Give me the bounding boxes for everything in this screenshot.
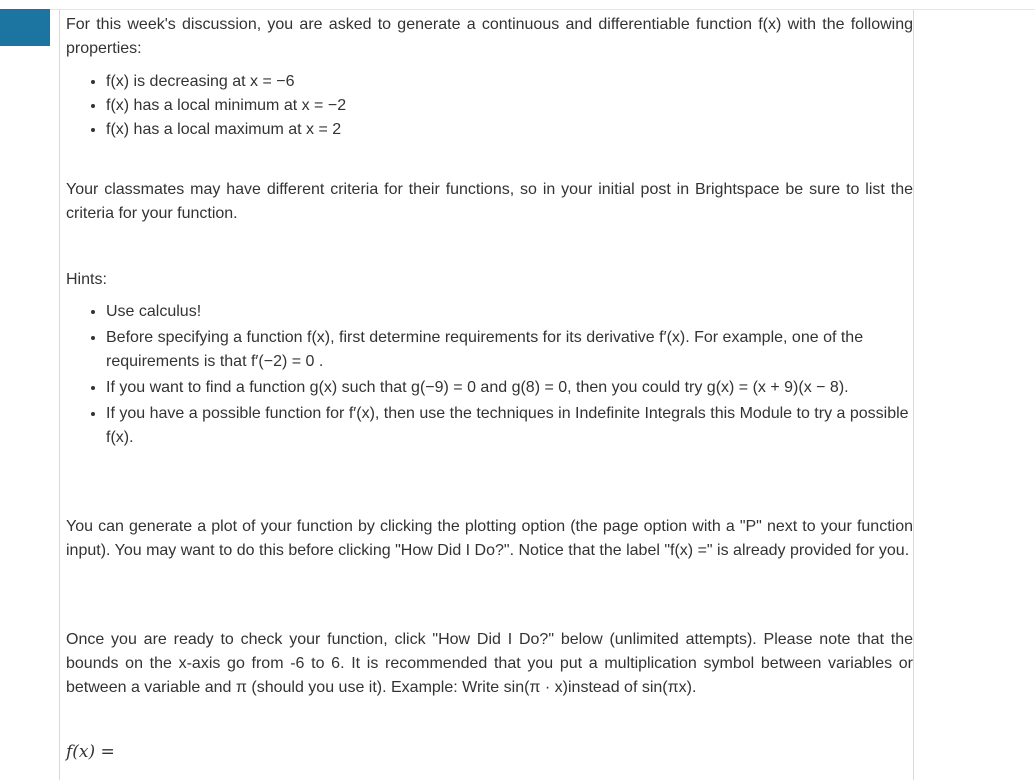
hint-item: • Use calculus! (106, 300, 913, 324)
criteria-text: Your classmates may have different criteria for their functions, so in your initial post in Brightspace be sure to list the criteria for your function. (66, 181, 913, 222)
plot-section (66, 515, 913, 563)
hints-section (66, 268, 913, 452)
question-number-tab[interactable] (0, 9, 50, 46)
hint-item: • If you want to find a function g(x) such that g(−9) = 0 and g(8) = 0, then you could try g(x) = (x + 9)(x − 8). (106, 376, 913, 400)
intro-text: For this week's discussion, you are asked to generate a continuous and differentiable function f(x) with the following properties: (66, 16, 913, 57)
plot-text: You can generate a plot of your function by clicking the plotting option (the page option with a "P" next to your function input). You may want to do this before clicking "How Did I Do?". Notice that the label "f(x) =" is already provided for you. (66, 518, 913, 559)
check-text: Once you are ready to check your function, click "How Did I Do?" below (unlimited attempts). Please note that the bounds on the x-axis go from -6 to 6. It is recommended that you put a multiplication symbol between variables or between a variable and π (should you use it). Example: Write sin(π · x)instead of sin(πx). (66, 631, 913, 696)
hint-item: • If you have a possible function for f′(x), then use the techniques in Indefinite Integrals this Module to try a possible f(x). (106, 402, 913, 450)
hints-label: Hints: (66, 271, 107, 288)
hints-list (66, 300, 913, 450)
intro-section (66, 13, 913, 142)
question-panel (59, 10, 914, 780)
property-item: • f(x) has a local maximum at x = 2 (106, 118, 913, 142)
property-item: • f(x) has a local minimum at x = −2 (106, 94, 913, 118)
answer-label: f(x) = (66, 742, 115, 762)
hint-item: • Before specifying a function f(x), first determine requirements for its derivative f′(x). For example, one of the requirements is that f′(−2) = 0 . (106, 326, 913, 374)
check-section (66, 628, 913, 700)
properties-list (66, 70, 913, 142)
criteria-section (66, 178, 913, 226)
property-item: • f(x) is decreasing at x = −6 (106, 70, 913, 94)
